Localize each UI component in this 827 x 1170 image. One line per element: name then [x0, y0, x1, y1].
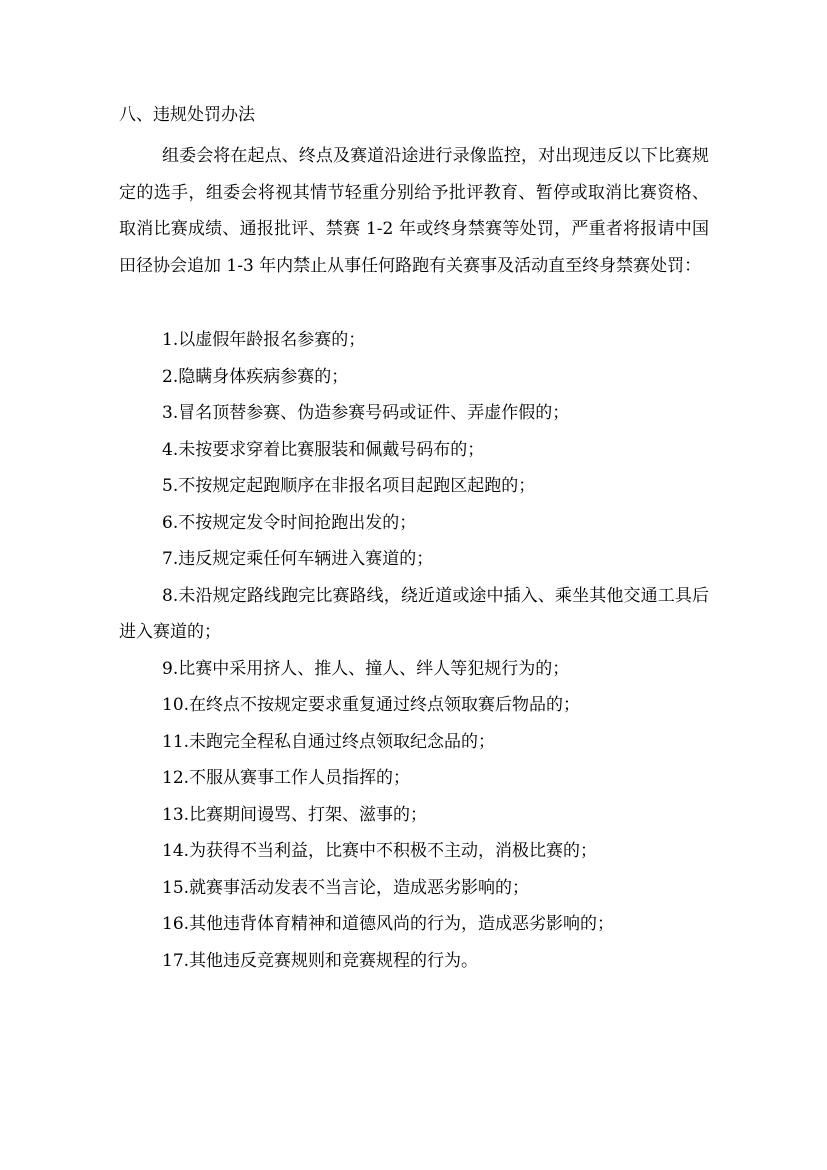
- list-item: 10.在终点不按规定要求重复通过终点领取赛后物品的；: [162, 695, 581, 715]
- list-item: 3.冒名顶替参赛、伪造参赛号码或证件、弄虚作假的；: [162, 403, 570, 423]
- list-item: 7.违反规定乘任何车辆进入赛道的；: [162, 549, 434, 569]
- list-item: 14.为获得不当利益，比赛中不积极不主动，消极比赛的；: [162, 841, 598, 861]
- list-item: 16.其他违背体育精神和道德风尚的行为，造成恶劣影响的；: [162, 914, 615, 934]
- list-item: 13.比赛期间谩骂、打架、滋事的；: [162, 804, 428, 825]
- list-item: 4.未按要求穿着比赛服装和佩戴号码布的；: [162, 439, 485, 460]
- violation-list: [119, 322, 709, 979]
- list-item: 9.比赛中采用挤人、推人、撞人、绊人等犯规行为的；: [162, 658, 570, 679]
- list-item: 17.其他违反竞赛规则和竞赛规程的行为。: [162, 950, 479, 971]
- list-item: 2.隐瞒身体疾病参赛的；: [162, 366, 349, 387]
- section-heading: 八、违规处罚办法: [119, 105, 255, 125]
- list-item: 6.不按规定发令时间抢跑出发的；: [162, 512, 417, 533]
- list-item: 11.未跑完全程私自通过终点领取纪念品的；: [162, 731, 496, 752]
- list-item: 8.未沿规定路线跑完比赛路线，绕近道或途中插入、乘坐其他交通工具后进入赛道的；: [119, 585, 709, 642]
- list-item: 15.就赛事活动发表不当言论，造成恶劣影响的；: [162, 877, 530, 898]
- list-item: 1.以虚假年龄报名参赛的；: [162, 330, 366, 350]
- list-item: 5.不按规定起跑顺序在非报名项目起跑区起跑的；: [162, 476, 536, 496]
- intro-paragraph: 组委会将在起点、终点及赛道沿途进行录像监控，对出现违反以下比赛规定的选手，组委会将视其情节轻重分别给予批评教育、暂停或取消比赛资格、取消比赛成绩、通报批评、禁赛 1-2 年或终身禁赛等处罚，严重者将报请中国田径协会追加 1-3 年内禁止从事任何路跑有关赛事及活动直至终身禁赛处罚：: [119, 146, 709, 276]
- list-item: 12.不服从赛事工作人员指挥的；: [162, 768, 411, 788]
